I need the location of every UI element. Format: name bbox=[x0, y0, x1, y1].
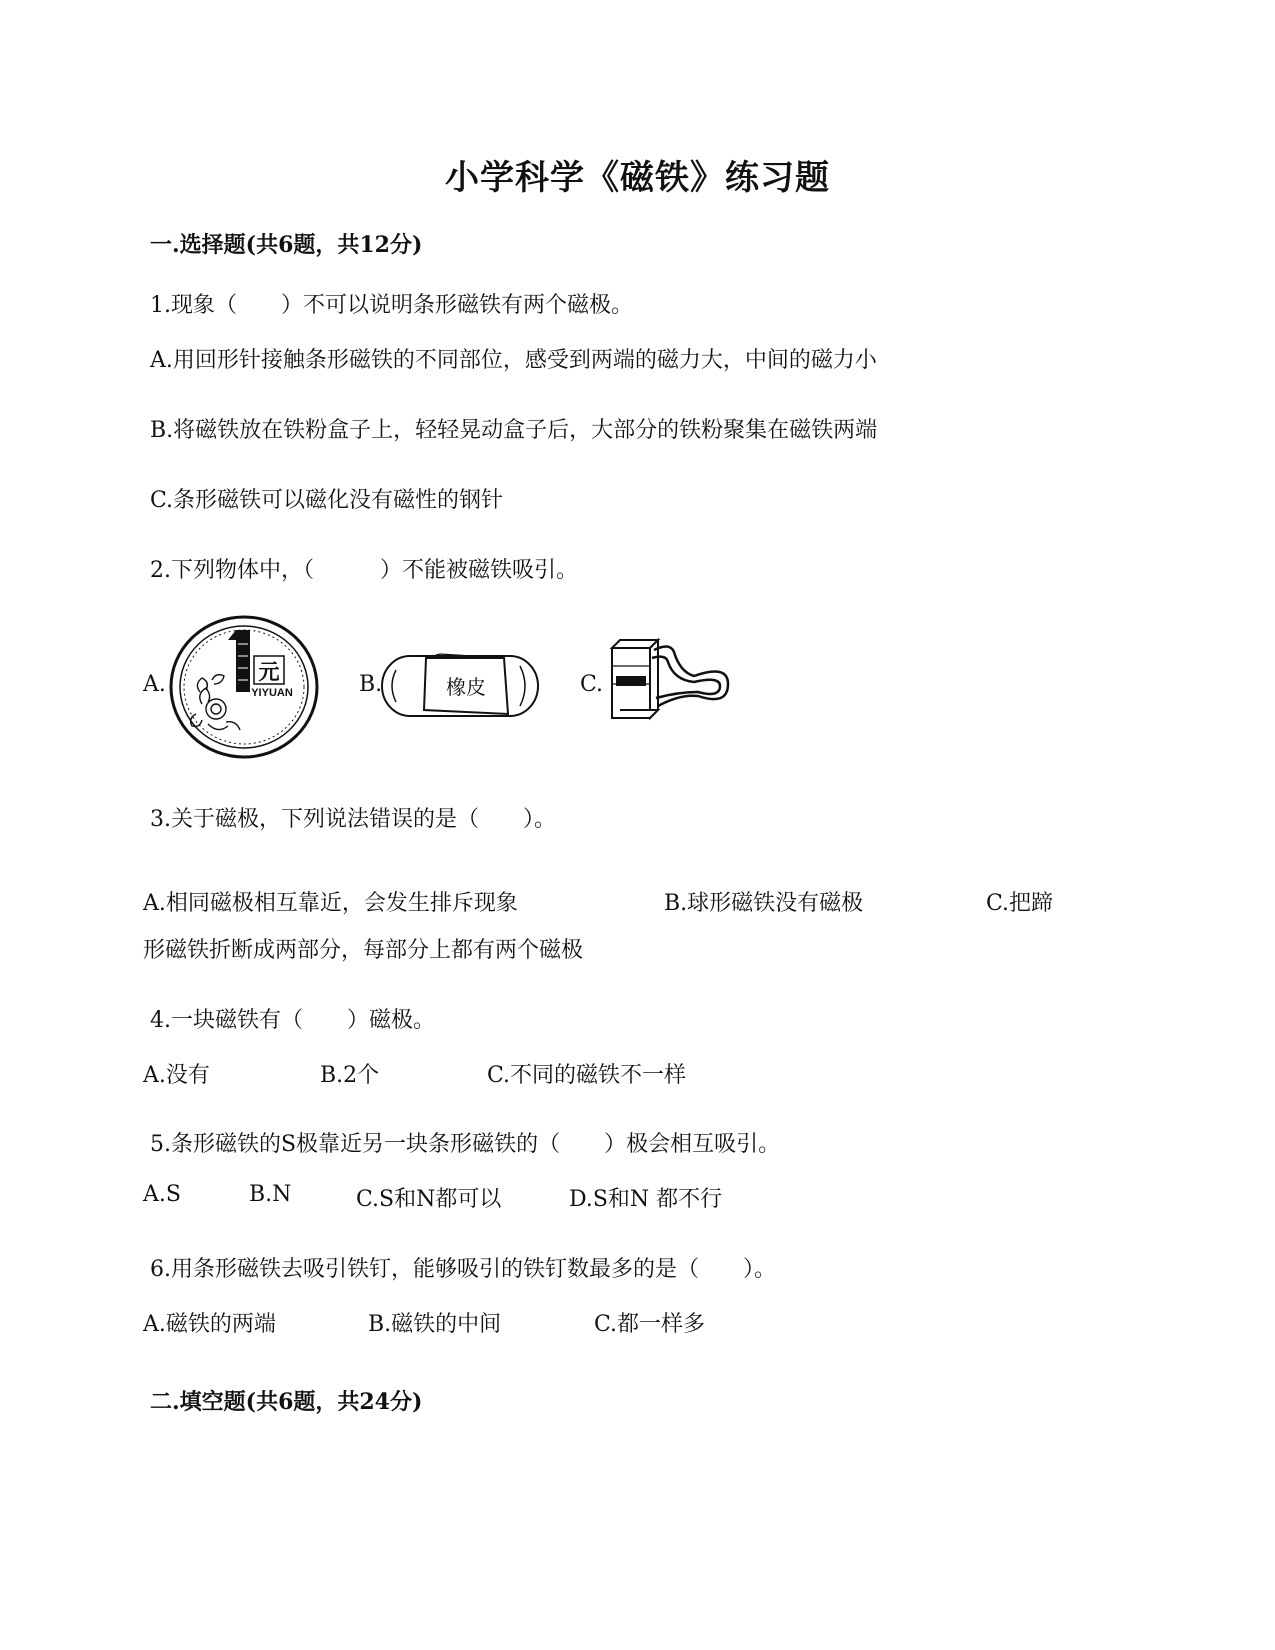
section-heading-choice: 一.选择题(共6题，共12分) bbox=[150, 232, 423, 258]
question-4-option-b: B.2个 bbox=[320, 1063, 380, 1088]
eraser-label: 橡皮 bbox=[446, 675, 486, 699]
question-3-option-a: A.相同磁极相互靠近，会发生排斥现象 bbox=[143, 891, 518, 916]
question-2-stem: 2.下列物体中，（ ）不能被磁铁吸引。 bbox=[150, 558, 578, 583]
question-5-option-a: A.S bbox=[143, 1182, 181, 1207]
question-1-option-c: C.条形磁铁可以磁化没有磁性的钢针 bbox=[150, 488, 504, 513]
question-1-stem: 1.现象（ ）不可以说明条形磁铁有两个磁极。 bbox=[150, 293, 633, 318]
question-3-option-b: B.球形磁铁没有磁极 bbox=[664, 891, 864, 916]
question-4-option-a: A.没有 bbox=[143, 1063, 210, 1088]
question-5-option-c: C.S和N都可以 bbox=[356, 1187, 502, 1212]
question-5-option-d: D.S和N 都不行 bbox=[569, 1187, 723, 1212]
question-6-option-b: B.磁铁的中间 bbox=[368, 1312, 502, 1337]
question-3-option-c: C.把蹄 bbox=[986, 891, 1054, 916]
page-title: 小学科学《磁铁》练习题 bbox=[445, 158, 830, 198]
question-4-stem: 4.一块磁铁有（ ）磁极。 bbox=[150, 1008, 435, 1033]
question-2-label-a: A. bbox=[143, 672, 166, 697]
coin-unit: 元 bbox=[258, 661, 280, 684]
question-2-label-b: B. bbox=[359, 672, 383, 697]
section-heading-fill: 二.填空题(共6题，共24分) bbox=[150, 1389, 423, 1415]
question-6-option-a: A.磁铁的两端 bbox=[143, 1312, 276, 1337]
question-3-option-c-cont: 形磁铁折断成两部分，每部分上都有两个磁极 bbox=[143, 938, 584, 963]
question-5-option-b: B.N bbox=[249, 1182, 292, 1207]
question-1-option-b: B.将磁铁放在铁粉盒子上，轻轻晃动盒子后，大部分的铁粉聚集在磁铁两端 bbox=[150, 418, 878, 443]
coin-text: YIYUAN bbox=[251, 687, 293, 699]
question-6-option-c: C.都一样多 bbox=[594, 1312, 706, 1337]
eraser-image bbox=[380, 650, 540, 722]
question-5-stem: 5.条形磁铁的S极靠近另一块条形磁铁的（ ）极会相互吸引。 bbox=[150, 1132, 781, 1157]
question-3-stem: 3.关于磁极，下列说法错误的是（ ）。 bbox=[150, 807, 556, 832]
question-4-option-c: C.不同的磁铁不一样 bbox=[487, 1063, 687, 1088]
question-2-label-c: C. bbox=[580, 672, 604, 697]
question-6-stem: 6.用条形磁铁去吸引铁钉，能够吸引的铁钉数最多的是（ ）。 bbox=[150, 1257, 776, 1282]
question-1-option-a: A.用回形针接触条形磁铁的不同部位，感受到两端的磁力大，中间的磁力小 bbox=[150, 348, 877, 373]
coin-image bbox=[168, 614, 320, 760]
binder-clip-image bbox=[602, 636, 736, 726]
